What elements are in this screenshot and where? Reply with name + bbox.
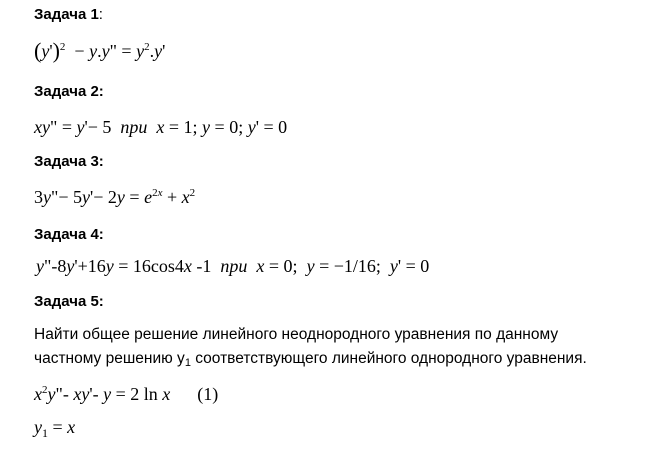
task-4-title: Задача 4:	[34, 226, 104, 243]
task-2-title: Задача 2:	[34, 83, 104, 100]
task-3-title: Задача 3:	[34, 153, 104, 170]
task-4-equation: y"-8y'+16y = 16cos4x -1 при x = 0; y = −1/16; y' = 0	[36, 256, 430, 276]
equation-number: (1)	[197, 384, 219, 404]
task-1-title: Задача 1:	[34, 6, 103, 23]
task-1-equation: $(y')^2 - y.y$" = $y^2.y'$	[34, 38, 166, 63]
task-5-particular-solution: $y_1 = x$	[34, 417, 76, 440]
task-3-equation: 3y"− $5y'- 2y = e^{2x} + x^2$	[34, 187, 196, 207]
task-5-title: Задача 5:	[34, 293, 104, 310]
task-2-equation: xy" = y'− 5 при x = 1; y = 0; y' = 0	[34, 117, 288, 137]
task-5-text-line-2: частному решению $y_1$ соответствующего линейного однородного уравнения.	[34, 350, 587, 369]
task-5-equation: $x^2y"-$ xy'- y = 2 ln x (1)	[34, 384, 219, 404]
task-5-text-line-1: Найти общее решение линейного неоднородного уравнения по данному	[34, 326, 559, 343]
